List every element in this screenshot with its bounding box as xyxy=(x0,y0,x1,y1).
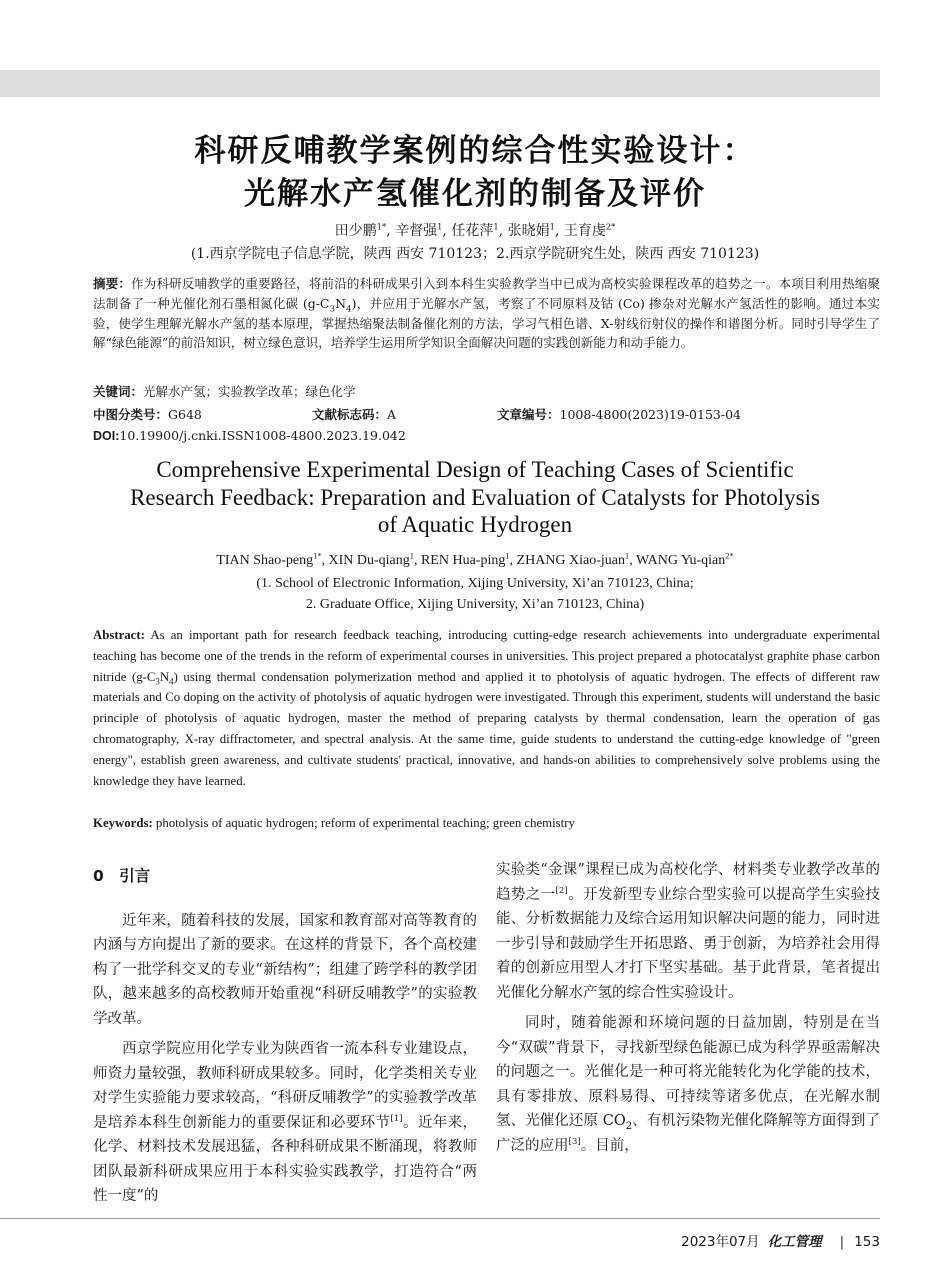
author-name: 张晓娟 xyxy=(507,223,550,239)
author-name: 王育虔 xyxy=(563,223,606,239)
abstract-en: Abstract: As an important path for research feedback teaching, introducing cutting-edge research achievements into undergraduate experimental teaching has become one of the trends in the reform of experimental courses in universities. This project prepared a photocatalyst graphite phase carbon nitride $(g-C_3N_4)$ using thermal condensation polymerization method and applied it to photolysis of aquatic hydrogen. The effects of different raw materials and Co doping on the activity of photolysis of aquatic hydrogen were investigated. Through this experiment, students will understand the basic principle of photolysis of aquatic hydrogen, master the method of preparing catalysts by thermal condensation, learn the operation of gas chromatography, X-ray diffractometer, and spectral analysis. At the same time, guide students to understand the cutting-edge knowledge of "green energy", establish green awareness, and cultivate students' practical, innovative, and hands-on abilities to comprehensively solve problems using the knowledge they have learned. xyxy=(93,628,880,788)
author-name: ZHANG Xiao-juan xyxy=(516,553,626,568)
abstract-en-label: Abstract: xyxy=(93,628,145,642)
author-name: REN Hua-ping xyxy=(420,553,506,568)
abstract-cn-label: 摘要： xyxy=(93,276,132,291)
author-name: 任花萍 xyxy=(451,223,494,239)
author-name: TIAN Shao-peng xyxy=(216,553,314,568)
clc-number: 中图分类号：G648 xyxy=(93,407,202,422)
keywords-en-label: Keywords: xyxy=(93,816,153,830)
author-name: WANG Yu-qian xyxy=(635,553,726,568)
affiliation-cn: (1.西京学院电子信息学院，陕西 西安 710123；2.西京学院研究生处，陕西 西安 710123) xyxy=(190,246,760,262)
body-paragraph: 实验类“金课”课程已成为高校化学、材料类专业教学改革的趋势之一[2]。开发新型专业综合型实验可以提高学生实验技能、分析数据能力及综合运用知识解决问题的能力，同时进一步引导和鼓励学生开拓思路、勇于创新，为培养社会用得着的创新应用型人才打下坚实基础。基于此背景，笔者提出光催化分解水产氢的综合性实验设计。 xyxy=(496,862,881,1001)
section-heading: 0 引言 xyxy=(93,867,151,885)
author-name: 田少鹏 xyxy=(334,223,377,239)
citation[interactable]: [3] xyxy=(568,1136,581,1147)
affiliation-en-line2: 2. Graduate Office, Xijing University, Xi’an 710123, China) xyxy=(305,597,645,612)
abstract-cn: 摘要：作为科研反哺教学的重要路径，将前沿的科研成果引入到本科生实验教学当中已成为高校实验课程改革的趋势之一。本项目利用热缩聚法制备了一种光催化剂石墨相氮化碳 $(g-C_3N_4)$，并应用于光解水产氢，考察了不同原料及钴 (Co) 掺杂对光解水产氢活性的影响。通过本实验，使学生理解光解水产氢的基本原理，掌握热缩聚法制备催化剂的方法，学习气相色谱、X-射线衍射仪的操作和谱图分析。同时引导学生了解“绿色能源”的前沿知识，树立绿色意识，培养学生运用所学知识全面解决问题的实践创新能力和动手能力。 xyxy=(93,276,880,351)
citation[interactable]: [1] xyxy=(390,1113,403,1124)
page-footer: 2023年07月 化工管理 | 153 xyxy=(681,1234,880,1250)
body-column-left xyxy=(93,858,477,1209)
body-column-right xyxy=(496,858,880,1158)
keywords-cn-label: 关键词： xyxy=(93,384,144,399)
keywords-en: Keywords: photolysis of aquatic hydrogen; reform of experimental teaching; green chemistry xyxy=(93,816,575,830)
issue-date: 2023年07月 xyxy=(681,1234,760,1250)
body-paragraph: 同时，随着能源和环境问题的日益加剧，特别是在当今“双碳”背景下，寻找新型绿色能源已成为科学界亟需解决的问题之一。光催化是一种可将光能转化为化学能的技术，具有零排放、原料易得、可持续等诸多优点，在光解水制氢、光催化还原 $CO_2$、有机污染物光催化降解等方面得到了广泛的应用[3]。目前， xyxy=(496,1015,880,1154)
citation[interactable]: [2] xyxy=(555,885,568,896)
authors-cn: 田少鹏$^{1*}$, 辛督强$^1$, 任花萍$^1$, 张晓娟$^1$, 王育虔$^{2*}$ xyxy=(334,221,616,239)
affiliation-en-line1: (1. School of Electronic Information, Xijing University, Xi’an 710123, China; xyxy=(256,576,694,591)
document-code: 文献标志码：A xyxy=(312,407,397,422)
journal-logo: 化工管理 xyxy=(767,1234,822,1250)
title-cn-line2: 光解水产氢催化剂的制备及评价 xyxy=(244,176,706,212)
title-en: Comprehensive Experimental Design of Teaching Cases of Scientific Research Feedback: Preparation and Evaluation of Catalysts for Photolysis of Aquatic Hydrogen xyxy=(130,457,820,537)
author-name: 辛督强 xyxy=(395,223,438,239)
page-number: 153 xyxy=(854,1234,880,1250)
body-paragraph: 近年来，随着科技的发展，国家和教育部对高等教育的内涵与方向提出了新的要求。在这样的背景下，各个高校建构了一批学科交叉的专业“新结构”；组建了跨学科的教学团队，越来越多的高校教师开始重视“科研反哺教学”的实验教学改革。 xyxy=(93,912,477,1027)
authors-en: TIAN Shao-peng$^{1*}$, XIN Du-qiang$^1$, REN Hua-ping$^1$, ZHANG Xiao-juan$^1$, WANG Yu-qian$^{2*}$ xyxy=(216,551,734,568)
doi: DOI:10.19900/j.cnki.ISSN1008-4800.2023.19.042 xyxy=(93,428,406,443)
body-paragraph: 西京学院应用化学专业为陕西省一流本科专业建设点，师资力量较强，教师科研成果较多。同时，化学类相关专业对学生实验能力要求较高，“科研反哺教学”的实验教学改革是培养本科生创新能力的重要保证和必要环节[1]。近年来，化学、材料技术发展迅猛，各种科研成果不断涌现，将教师团队最新科研成果应用于本科实验实践教学，打造符合“两性一度”的 xyxy=(93,1041,478,1204)
keywords-cn: 关键词：光解水产氢；实验教学改革；绿色化学 xyxy=(93,384,356,399)
title-cn-line1: 科研反哺教学案例的综合性实验设计： xyxy=(194,133,756,169)
header-band xyxy=(0,70,880,97)
footer-rule xyxy=(0,1218,880,1219)
article-number: 文章编号：1008-4800(2023)19-0153-04 xyxy=(497,407,741,422)
author-name: XIN Du-qiang xyxy=(328,553,410,568)
